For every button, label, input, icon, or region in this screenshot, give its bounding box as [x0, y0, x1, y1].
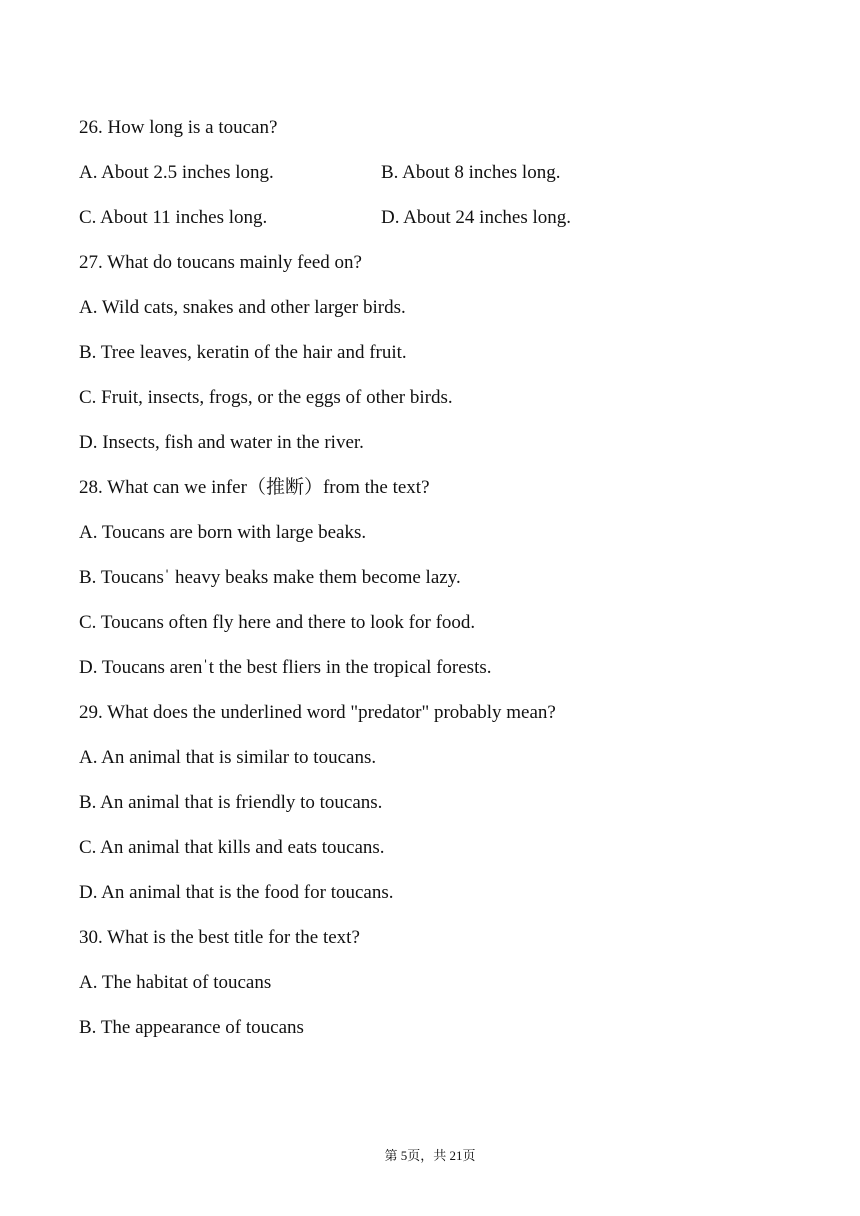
question-29-option-d: D. An animal that is the food for toucans. — [79, 882, 394, 903]
question-26-option-d: D. About 24 inches long. — [381, 207, 571, 228]
question-26-option-a: A. About 2.5 inches long. — [79, 162, 274, 183]
question-28-option-d: D. Toucans arenˈt the best fliers in the tropical forests. — [79, 657, 492, 678]
page-number-footer: 第 5页，共 21页 — [384, 1148, 476, 1163]
question-29-option-a: A. An animal that is similar to toucans. — [79, 747, 377, 768]
question-28-stem: 28. What can we infer（推断）from the text? — [79, 477, 430, 498]
question-28-option-b: B. Toucansˈ heavy beaks make them become lazy. — [79, 567, 461, 588]
question-30-option-b: B. The appearance of toucans — [79, 1017, 304, 1038]
question-27-option-a: A. Wild cats, snakes and other larger birds. — [79, 297, 406, 318]
question-27-stem: 27. What do toucans mainly feed on? — [79, 252, 362, 273]
question-27-option-c: C. Fruit, insects, frogs, or the eggs of other birds. — [79, 387, 453, 408]
question-27-option-b: B. Tree leaves, keratin of the hair and fruit. — [79, 342, 407, 363]
question-29-option-b: B. An animal that is friendly to toucans. — [79, 792, 383, 813]
question-26-option-c: C. About 11 inches long. — [79, 207, 268, 228]
question-29-option-c: C. An animal that kills and eats toucans. — [79, 837, 385, 858]
question-26-stem: 26. How long is a toucan? — [79, 117, 278, 138]
question-28-option-a: A. Toucans are born with large beaks. — [79, 522, 367, 543]
question-30-stem: 30. What is the best title for the text? — [79, 927, 360, 948]
question-30-option-a: A. The habitat of toucans — [79, 972, 272, 993]
question-26-option-b: B. About 8 inches long. — [381, 162, 561, 183]
question-27-option-d: D. Insects, fish and water in the river. — [79, 432, 364, 453]
question-29-stem: 29. What does the underlined word "predator" probably mean? — [79, 702, 556, 723]
question-28-option-c: C. Toucans often fly here and there to look for food. — [79, 612, 476, 633]
